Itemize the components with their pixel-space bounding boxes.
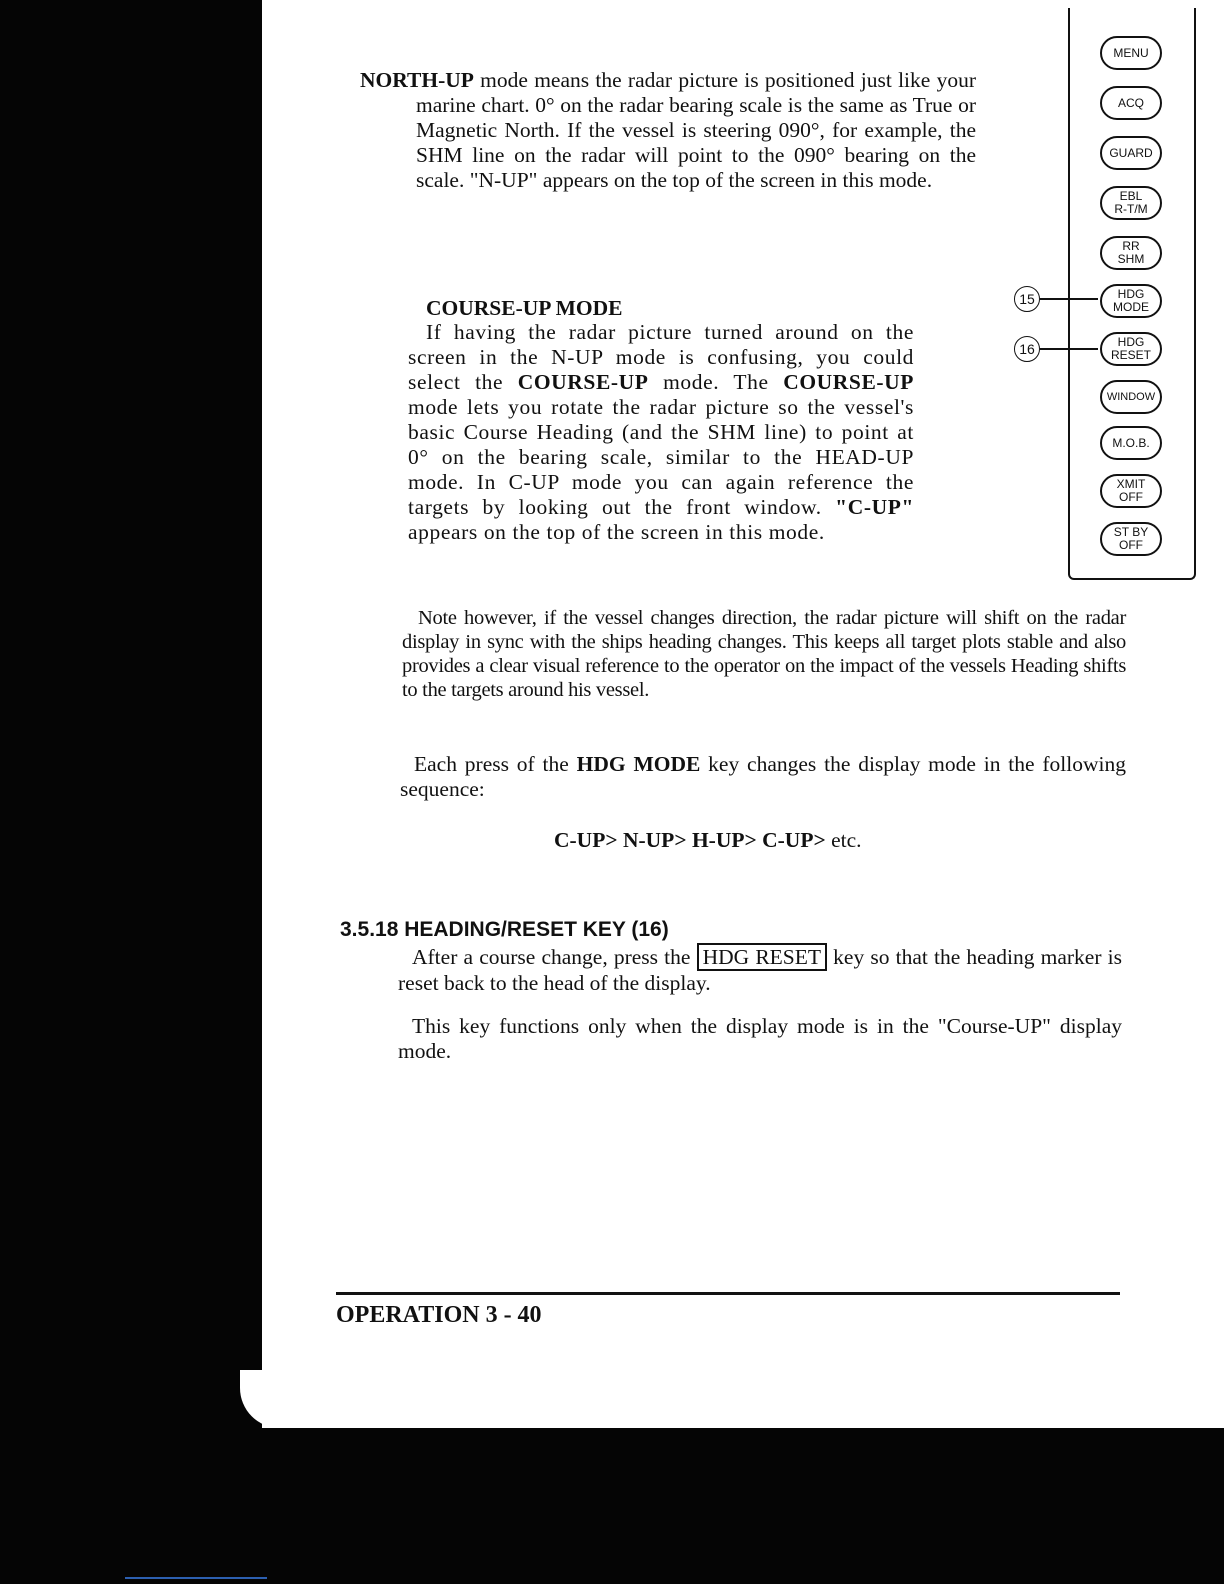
course-up-text-2: mode. The bbox=[648, 370, 784, 394]
menu-key[interactable] bbox=[1100, 36, 1162, 70]
course-up-bold-2: COURSE-UP bbox=[783, 370, 915, 394]
key-label: SHM bbox=[1117, 252, 1145, 266]
key-label: XMIT bbox=[1116, 477, 1146, 491]
guard-key[interactable] bbox=[1100, 136, 1162, 170]
hdg-mode-text-1: Each press of the bbox=[414, 752, 577, 776]
section-heading: 3.5.18 HEADING/RESET KEY (16) bbox=[340, 918, 669, 941]
hdg-mode-key[interactable] bbox=[1100, 284, 1162, 318]
north-up-text: mode means the radar picture is positioned just like your marine chart. 0° on the radar bearing scale is the same as True or Magnetic North. If the vessel is steering 090°, for example, the SHM line on the radar will point to the 090° bearing on the scale. "N-UP" appears on the top of the screen in this mode. bbox=[416, 68, 976, 192]
key-label: R-T/M bbox=[1114, 202, 1148, 216]
page-edge bbox=[240, 1370, 1224, 1428]
standby-off-key[interactable] bbox=[1100, 522, 1162, 556]
key-function-paragraph: This key functions only when the display mode is in the "Course-UP" display mode. bbox=[398, 1014, 1122, 1063]
key-label: ST BY bbox=[1113, 525, 1149, 539]
hdg-mode-paragraph bbox=[400, 752, 1126, 802]
hdg-mode-bold: HDG MODE bbox=[576, 752, 701, 776]
window-key[interactable] bbox=[1100, 380, 1162, 414]
key-label: EBL bbox=[1119, 189, 1143, 203]
north-up-paragraph bbox=[360, 68, 976, 193]
north-up-lead: NORTH-UP bbox=[360, 68, 474, 92]
key-label: ACQ bbox=[1117, 95, 1144, 110]
key-label: M.O.B. bbox=[1112, 435, 1150, 450]
key-label: OFF bbox=[1119, 490, 1143, 504]
hdg-reset-key-label: HDG RESET bbox=[697, 943, 827, 971]
hdg-reset-paragraph bbox=[398, 944, 1122, 996]
mode-sequence bbox=[554, 828, 862, 853]
key-label: HDG bbox=[1117, 287, 1145, 301]
course-up-heading: COURSE-UP MODE bbox=[426, 296, 623, 320]
key-label: RESET bbox=[1110, 348, 1151, 362]
key-label: GUARD bbox=[1109, 145, 1153, 160]
scan-dark-margin-left bbox=[0, 0, 262, 1584]
key-label: WINDOW bbox=[1106, 390, 1156, 403]
note-paragraph: Note however, if the vessel changes direction, the radar picture will shift on the radar display in sync with the ships heading changes. This keeps all target plots stable and also provides a clear visual reference to the operator on the impact of the vessels Heading shifts to the targets around his vessel. bbox=[402, 607, 1126, 701]
rr-shm-key[interactable] bbox=[1100, 236, 1162, 270]
footer-rule bbox=[336, 1292, 1120, 1295]
hdg-reset-text-2: key so that the heading marker is reset back to the head of the display. bbox=[398, 945, 1122, 995]
hdg-mode-text-2: key changes the display mode in the following sequence: bbox=[400, 752, 1126, 801]
scan-artifact-line bbox=[125, 1577, 267, 1579]
course-up-bold-1: COURSE-UP bbox=[517, 370, 649, 394]
callout-15: 15 bbox=[1014, 286, 1040, 312]
radar-key-panel bbox=[1068, 8, 1196, 580]
key-label: OFF bbox=[1119, 538, 1143, 552]
hdg-reset-key[interactable] bbox=[1100, 332, 1162, 366]
callout-15-leader bbox=[1040, 298, 1098, 300]
callout-16-leader bbox=[1040, 348, 1098, 350]
key-label: MODE bbox=[1113, 300, 1149, 314]
scan-dark-margin-bottom bbox=[0, 1428, 1224, 1584]
key-label: MENU bbox=[1113, 45, 1149, 60]
key-label: RR bbox=[1122, 239, 1140, 253]
course-up-text-4: appears on the top of the screen in this mode. bbox=[408, 520, 825, 544]
course-up-paragraph bbox=[408, 320, 914, 545]
course-up-text-1: If having the radar picture turned around on the screen in the N-UP mode is confusing, you could select the bbox=[408, 320, 914, 394]
mode-sequence-bold: C-UP> N-UP> H-UP> C-UP> bbox=[554, 828, 826, 852]
course-up-text-3: mode lets you rotate the radar picture so the vessel's basic Course Heading (and the SHM line) to point at 0° on the bearing scale, similar to the HEAD-UP mode. In C-UP mode you can again reference the targets by looking out the front window. bbox=[408, 395, 914, 519]
ebl-rtm-key[interactable] bbox=[1100, 186, 1162, 220]
hdg-reset-text-1: After a course change, press the bbox=[412, 945, 697, 969]
mode-sequence-tail: etc. bbox=[825, 828, 862, 852]
key-label: HDG bbox=[1117, 335, 1145, 349]
xmit-off-key[interactable] bbox=[1100, 474, 1162, 508]
page-footer: OPERATION 3 - 40 bbox=[336, 1302, 542, 1328]
acq-key[interactable] bbox=[1100, 86, 1162, 120]
callout-16: 16 bbox=[1014, 336, 1040, 362]
course-up-bold-3: "C-UP" bbox=[835, 495, 914, 519]
mob-key[interactable] bbox=[1100, 426, 1162, 460]
